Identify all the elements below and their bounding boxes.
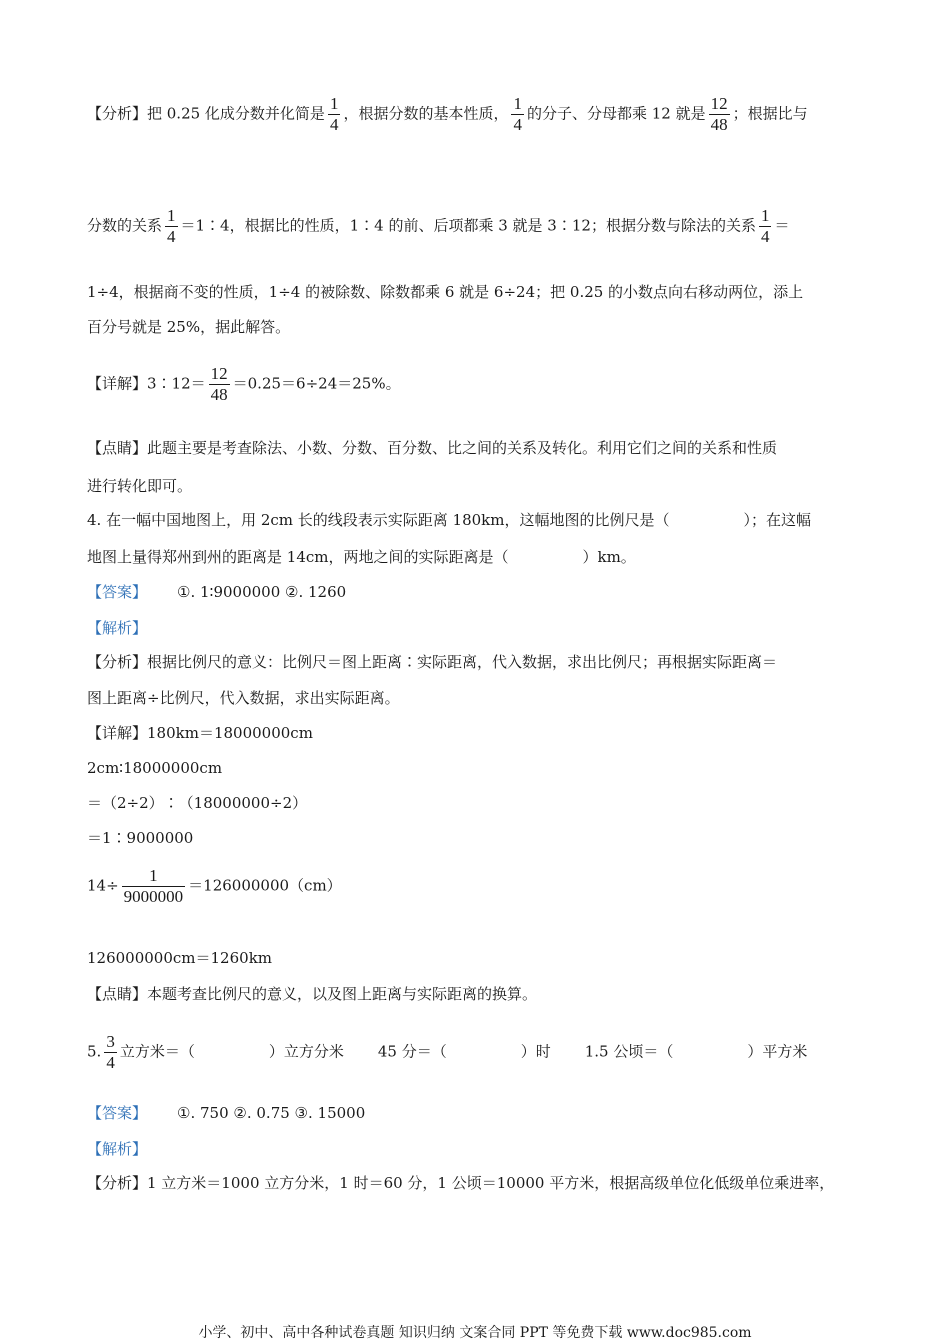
text: ）km。 <box>582 548 636 566</box>
q3-comment-line-1: 【点睛】此题主要是考查除法、小数、分数、百分数、比之间的关系及转化。利用它们之间的关系和性质 <box>87 439 778 457</box>
q4-detail-line-3: ＝（2÷2）∶（18000000÷2） <box>87 794 308 812</box>
text: ＝ <box>774 216 790 235</box>
num: 12 <box>210 364 228 383</box>
text: ）时 <box>520 1042 551 1061</box>
text: ＝126000000（cm） <box>188 876 342 895</box>
q4-detail-line-2: 2cm∶18000000cm <box>87 759 223 777</box>
q3-analysis-line-1 <box>87 94 808 135</box>
num: 3 <box>106 1032 115 1051</box>
text: 45 分＝（ <box>377 1042 447 1061</box>
num: 1 <box>167 206 176 225</box>
text: ＝1∶4，根据比的性质，1∶4 的前、后项都乘 3 就是 3∶12；根据分数与除法的关系 <box>180 216 756 235</box>
text: 立方米＝（ <box>119 1042 195 1061</box>
answer-text: ①. 750 ②. 0.75 ③. 15000 <box>177 1104 366 1122</box>
fraction-3-4 <box>104 1032 117 1073</box>
q3-analysis-line-3: 1÷4，根据商不变的性质，1÷4 的被除数、除数都乘 6 就是 6÷24；把 0.25 的小数点向右移动两位，添上 <box>87 283 804 301</box>
fraction-1-4 <box>165 206 178 247</box>
text: 【分析】把 0.25 化成分数并化简是 <box>87 104 325 123</box>
q5-answer <box>87 1103 365 1123</box>
num: 1 <box>760 206 770 225</box>
q4-jiexi-tag: 【解析】 <box>87 619 148 637</box>
answer-tag: 【答案】 <box>87 583 148 601</box>
text: ）平方米 <box>747 1042 808 1061</box>
text: 地图上量得郑州到州的距离是 14cm，两地之间的实际距离是（ <box>87 548 509 566</box>
q5-analysis-line-1: 【分析】1 立方米＝1000 立方分米，1 时＝60 分，1 公顷＝10000 平方米，根据高级单位化低级单位乘进率， <box>87 1174 835 1192</box>
q4-detail-line-6: 126000000cm＝1260km <box>87 949 273 967</box>
q5-question <box>87 1032 807 1073</box>
text: 1.5 公顷＝（ <box>584 1042 674 1061</box>
text: 分数的关系 <box>87 216 163 235</box>
text: 4. 在一幅中国地图上，用 2cm 长的线段表示实际距离 180km，这幅地图的比例尺是（ <box>87 511 670 529</box>
answer-text: ①. 1∶9000000 ②. 1260 <box>177 583 347 601</box>
text: 的分子、分母都乘 12 就是 <box>526 104 706 123</box>
q4-analysis-line-2: 图上距离÷比例尺，代入数据，求出实际距离。 <box>87 689 400 707</box>
q4-detail-line-5 <box>87 866 342 907</box>
text: 14÷ <box>87 876 119 895</box>
den: 4 <box>329 115 339 134</box>
q4-detail-line-4: ＝1∶9000000 <box>87 829 194 847</box>
q4-detail-line-1: 【详解】180km＝18000000cm <box>87 724 313 742</box>
text: ＝0.25＝6÷24＝25%。 <box>232 374 401 393</box>
text: ；根据比与 <box>732 104 808 123</box>
text: ，根据分数的基本性质， <box>343 104 509 123</box>
den: 48 <box>710 115 728 134</box>
text: 【详解】3∶12＝ <box>87 374 206 393</box>
q4-comment: 【点睛】本题考查比例尺的意义，以及图上距离与实际距离的换算。 <box>87 985 538 1003</box>
den: 4 <box>760 227 770 246</box>
page-footer: 小学、初中、高中各种试卷真题 知识归纳 文案合同 PPT 等免费下载 www.doc985.com <box>198 1325 752 1341</box>
den: 4 <box>106 1053 115 1072</box>
fraction-12-48 <box>709 94 730 135</box>
q3-detail <box>87 364 401 405</box>
num: 1 <box>329 94 339 113</box>
fraction-1-4 <box>511 94 524 135</box>
num: 1 <box>513 94 522 113</box>
text: ）；在这幅 <box>743 511 812 529</box>
answer-tag: 【答案】 <box>87 1104 148 1122</box>
num: 1 <box>149 866 158 885</box>
text: 5. <box>87 1042 102 1061</box>
q3-comment-line-2: 进行转化即可。 <box>87 477 193 495</box>
den: 48 <box>210 385 228 404</box>
fraction-12-48 <box>209 364 230 405</box>
q4-question-line-1 <box>87 510 811 530</box>
q3-analysis-line-4: 百分号就是 25%，据此解答。 <box>87 318 291 336</box>
den: 4 <box>513 115 522 134</box>
text: ）立方分米 <box>268 1042 344 1061</box>
q4-analysis-line-1: 【分析】根据比例尺的意义：比例尺＝图上距离∶实际距离，代入数据，求出比例尺；再根据实际距离＝ <box>87 653 778 671</box>
q5-jiexi-tag: 【解析】 <box>87 1140 148 1158</box>
q4-question-line-2 <box>87 547 636 567</box>
q3-analysis-line-2 <box>87 206 789 247</box>
num: 12 <box>710 94 728 113</box>
fraction-1-9000000 <box>122 866 186 907</box>
fraction-1-4 <box>328 94 341 135</box>
den: 4 <box>167 227 176 246</box>
fraction-1-4 <box>759 206 772 247</box>
den: 9000000 <box>123 887 184 906</box>
q4-answer <box>87 582 346 602</box>
